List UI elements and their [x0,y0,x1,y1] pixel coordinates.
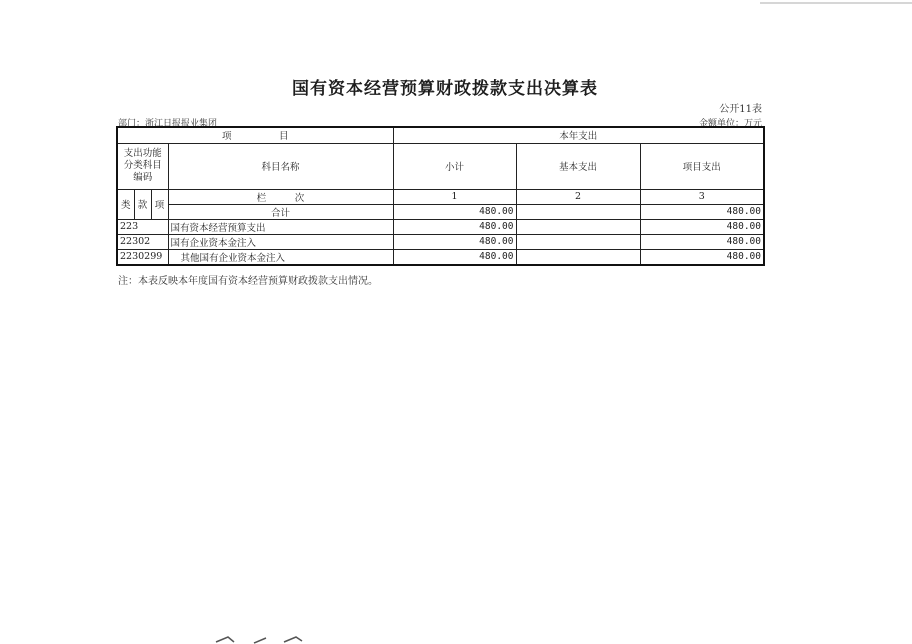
row-basic [516,234,640,249]
header-row-middle [117,143,764,189]
header-xiang: 项 [151,189,168,219]
budget-table [116,126,765,266]
column-number-3: 3 [640,189,764,204]
row-subtotal: 480.00 [393,249,516,265]
scan-mark [214,636,304,644]
header-kuan: 款 [134,189,151,219]
table-row [117,234,764,249]
row-name: 国有企业资本金注入 [168,234,393,249]
header-row-top [117,127,764,143]
header-project: 项目支出 [640,143,764,189]
top-edge-line [760,2,912,4]
row-subtotal: 480.00 [393,219,516,234]
row-name: 国有资本经营预算支出 [168,219,393,234]
header-subtotal: 小计 [393,143,516,189]
row-code: 2230299 [117,249,168,265]
table-note: 注：本表反映本年度国有资本经营预算财政拨款支出情况。 [118,276,378,287]
header-item: 项 目 [117,127,393,143]
row-basic [516,249,640,265]
department-label: 部门：浙江日报报业集团 [118,119,218,129]
page-title: 国有资本经营预算财政拨款支出决算表 [292,79,598,99]
amount-unit-label: 金额单位：万元 [698,119,762,129]
table-row [117,249,764,265]
row-project: 480.00 [640,249,764,265]
form-number: 公开11表 [719,104,762,115]
header-lei: 类 [117,189,134,219]
row-code: 223 [117,219,168,234]
column-number-row [117,189,764,204]
row-basic [516,219,640,234]
column-number-2: 2 [516,189,640,204]
row-subtotal: 480.00 [393,234,516,249]
total-label: 合计 [168,204,393,219]
total-subtotal: 480.00 [393,204,516,219]
row-name: 其他国有企业资本金注入 [168,249,393,265]
total-row [117,204,764,219]
header-subject-name: 科目名称 [168,143,393,189]
header-basic: 基本支出 [516,143,640,189]
header-current-year: 本年支出 [393,127,764,143]
row-project: 480.00 [640,219,764,234]
total-basic [516,204,640,219]
table-row [117,219,764,234]
column-number-1: 1 [393,189,516,204]
total-project: 480.00 [640,204,764,219]
row-project: 480.00 [640,234,764,249]
row-code: 22302 [117,234,168,249]
header-func-code: 支出功能分类科目编码 [117,143,168,189]
column-label: 栏 次 [168,189,393,204]
